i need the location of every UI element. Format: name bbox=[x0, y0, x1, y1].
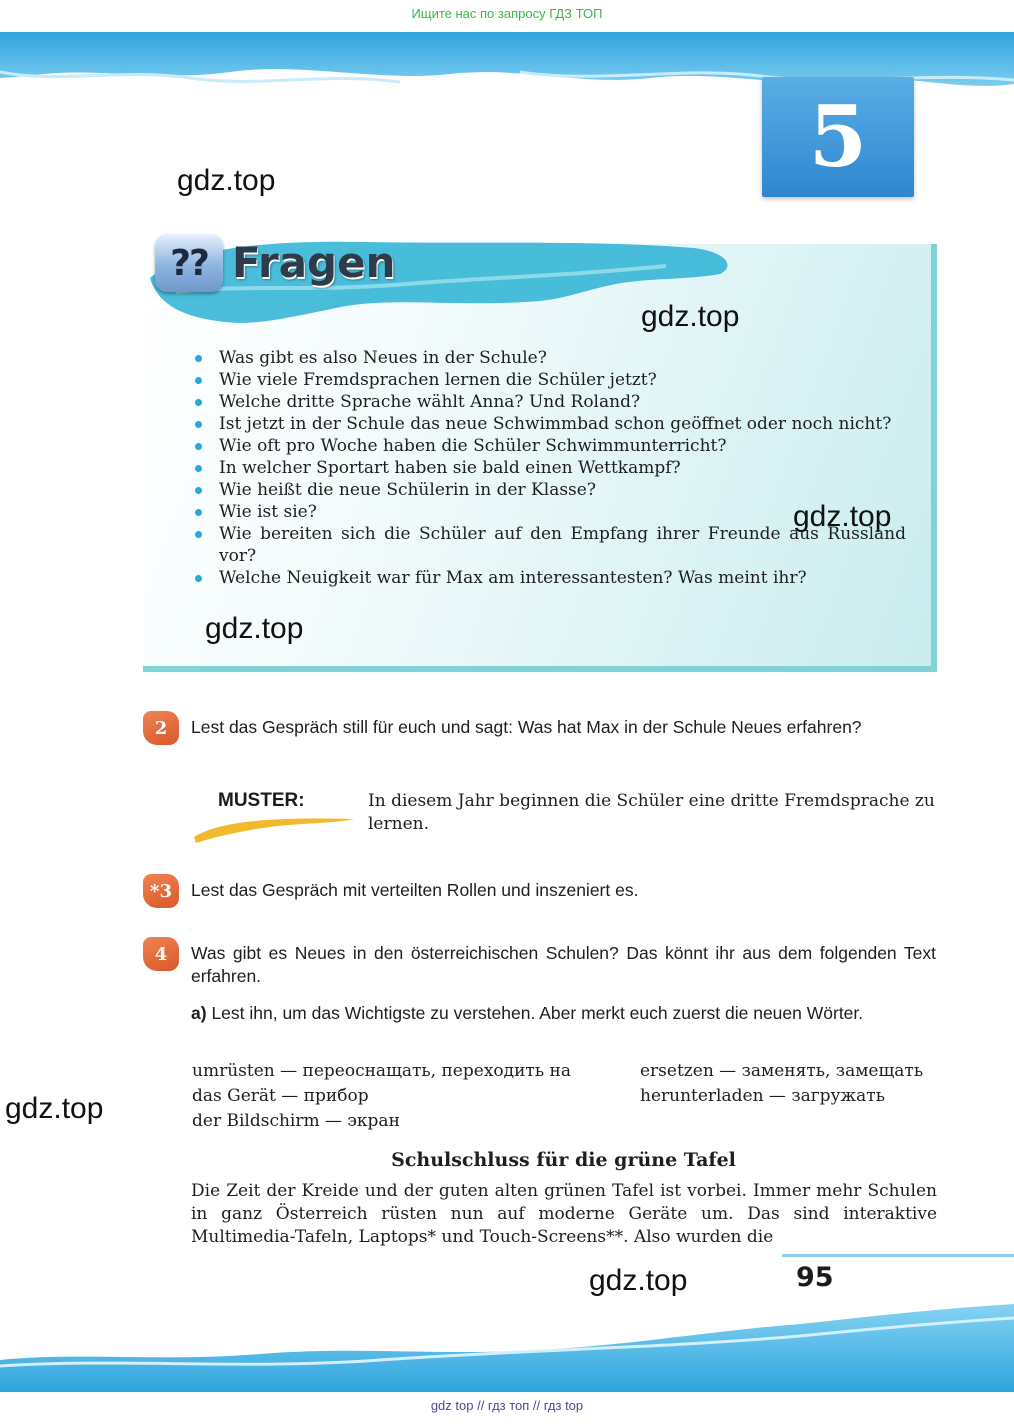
chapter-number-box bbox=[762, 77, 914, 197]
vocabulary-left bbox=[192, 1059, 571, 1134]
watermark: gdz.top bbox=[177, 164, 276, 197]
question-item: Welche dritte Sprache wählt Anna? Und Roland? bbox=[192, 391, 906, 413]
watermark: gdz.top bbox=[793, 500, 892, 533]
chapter-number: 5 bbox=[808, 87, 868, 186]
vocabulary-right bbox=[640, 1059, 923, 1109]
vocab-entry: der Bildschirm — экран bbox=[192, 1111, 400, 1131]
task-4a bbox=[191, 1002, 936, 1025]
muster-label: MUSTER: bbox=[218, 790, 305, 811]
questions-icon bbox=[155, 234, 223, 292]
reading-text-title: Schulschluss für die grüne Tafel bbox=[391, 1149, 736, 1171]
top-banner[interactable]: Ищите нас по запросу ГДЗ ТОП bbox=[411, 6, 603, 21]
muster-underline-stroke bbox=[190, 807, 356, 845]
task-3-badge: *3 bbox=[143, 874, 179, 908]
watermark: gdz.top bbox=[5, 1092, 104, 1125]
bottom-decorative-band bbox=[0, 1300, 1014, 1392]
task-2-badge: 2 bbox=[143, 711, 179, 745]
vocab-entry: herunterladen — загружать bbox=[640, 1086, 885, 1106]
question-item: Ist jetzt in der Schule das neue Schwimmbad schon geöffnet oder noch nicht? bbox=[192, 413, 906, 435]
page-number: 95 bbox=[796, 1262, 834, 1293]
question-item: Welche Neuigkeit war für Max am interessantesten? Was meint ihr? bbox=[192, 567, 906, 589]
task-4-text: Was gibt es Neues in den österreichischen Schulen? Das könnt ihr aus dem folgenden Text erfahren. bbox=[191, 943, 936, 986]
fragen-title: Fragen bbox=[232, 238, 396, 287]
watermark: gdz.top bbox=[205, 612, 304, 645]
vocab-entry: umrüsten — переоснащать, переходить на bbox=[192, 1061, 571, 1081]
question-item: Was gibt es also Neues in der Schule? bbox=[192, 347, 906, 369]
question-item: In welcher Sportart haben sie bald einen Wettkampf? bbox=[192, 457, 906, 479]
muster-text: In diesem Jahr beginnen die Schüler eine dritte Fremdsprache zu lernen. bbox=[368, 791, 935, 834]
task-3-text: Lest das Gespräch mit verteilten Rollen und inszeniert es. bbox=[191, 880, 639, 900]
task-4a-label: a) bbox=[191, 1003, 207, 1023]
task-4a-text: Lest ihn, um das Wichtigste zu verstehen. Aber merkt euch zuerst die neuen Wörter. bbox=[211, 1003, 864, 1023]
task-4-badge: 4 bbox=[143, 937, 179, 971]
question-item: Wie ist sie? bbox=[192, 501, 906, 523]
watermark: gdz.top bbox=[589, 1264, 688, 1297]
question-item: Wie bereiten sich die Schüler auf den Empfang ihrer Freunde aus Russland vor? bbox=[192, 523, 906, 567]
page-number-rule bbox=[782, 1254, 1014, 1257]
question-item: Wie oft pro Woche haben die Schüler Schwimmunterricht? bbox=[192, 435, 906, 457]
vocab-entry: das Gerät — прибор bbox=[192, 1086, 369, 1106]
questions-icon-glyph: ?? bbox=[170, 242, 208, 284]
vocab-entry: ersetzen — заменять, замещать bbox=[640, 1061, 924, 1081]
question-item: Wie viele Fremdsprachen lernen die Schüler jetzt? bbox=[192, 369, 906, 391]
watermark: gdz.top bbox=[641, 300, 740, 333]
question-item: Wie heißt die neue Schülerin in der Klasse? bbox=[192, 479, 906, 501]
task-2-text: Lest das Gespräch still für euch und sagt: Was hat Max in der Schule Neues erfahren? bbox=[191, 717, 862, 737]
questions-list bbox=[192, 347, 906, 589]
reading-text-body: Die Zeit der Kreide und der guten alten grünen Tafel ist vorbei. Immer mehr Schulen in ganz Österreich rüsten nun auf moderne Geräte um. Das sind interaktive Multimedia-Tafeln, Laptops* und Touch-Screens**. Also wurden die bbox=[191, 1181, 937, 1247]
bottom-banner[interactable]: gdz top // гдз топ // гдз top bbox=[430, 1398, 584, 1413]
